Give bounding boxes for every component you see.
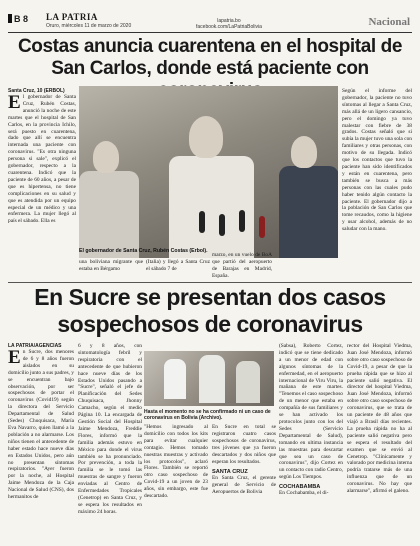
page-header bbox=[8, 10, 412, 33]
section-label: Nacional bbox=[368, 16, 410, 28]
story1-column-1: Santa Cruz, 10 (ERBOL) E l gobernador de Santa Cruz, Rubén Costas, anunció la noche de este martes que el hospital de San Carlos, en la provincia Ichilo, será puesto en cuarentena, dado que allí se encuentra internada una paciente con coronavirus. "Es otra ninguna persona si sale", explicó el gobernador, respecto a la cuarentena. Indicó que la paciente de 60 años, a pesar de que es hipertensa, no tiene complicaciones en su salud y que es atendida por un equipo especial de un médico y una enfermera. La mujer llegó al país el sábado. Ella es bbox=[8, 88, 76, 225]
story2-headline: En Sucre se presentan dos casos sospechosos de coronavirus bbox=[34, 284, 386, 337]
story1-column-4: marzo, en un vuelo de BoA que partió del aeropuerto de Barajas en Madrid, España. bbox=[212, 252, 272, 279]
story2-subhead-santa-cruz: SANTA CRUZ bbox=[212, 469, 248, 476]
hospital-photo bbox=[144, 351, 274, 406]
story1-photo-caption: El gobernador de Santa Cruz, Rubén Costas (Erbol). bbox=[79, 248, 208, 254]
story2-column-1: LA PATRIA/AGENCIAS E n Sucre, dos menores de 6 y 8 años fueron aislados en su domicilio junto a sus padres, y se encuentran bajo observación, por ser sospechosos de portar el coronavirus (Covid19) según la directora del Servicio Departamental de Salud (Sedes) Chuquisaca, María Eva Navarro, quien llamó a la población a no alarmarse. Los niños tienen el antecedente de haber estado hace nueve días en Estados Unidos, pero aún no presentan síntomas respiratorios. "Ayer fueron por la noche, al Hospital Jaime Mendoza de la Caja Nacional de Salud (CNS), dos hermanitos de bbox=[8, 343, 74, 501]
story1-headline: Costas anuncia cuarentena en el hospital de San Carlos, donde está paciente con bbox=[17, 36, 403, 79]
story1-column-3: (Italia) y llegó a Santa Cruz el sábado 7 de bbox=[146, 259, 210, 272]
story2-column-6: rector del Hospital Viedma, Juan José Mendoza, informó sobre otro caso sospechoso de Covid-19, a pesar de que la prueba rápida que se hizo al paciente salió negativa. El director del hospital Viedma, Juan José Mendoza, informó sobre otro caso sospechoso de coronavirus, que se trata de un paciente de 48 años que viajó a Brasil días recientes. La prueba rápida no ha al paciente salió negativa pero se espera el resultado del examen que se envió al Cenetrop. "Clínicamente y valorado por medicina interna podría tratarse más de una influenza que de un coronavirus. No hay que alarmarse", afirmó el galeno. bbox=[347, 343, 412, 495]
story2-dropcap: E bbox=[8, 347, 21, 368]
date-line: Oruro, miércoles 11 de marzo de 2020 bbox=[46, 23, 132, 29]
story1-column-5: Según el informe del gobernador, la paciente no tuvo síntomas al llegar a Santa Cruz, más allá de un ligero cansancio, pero el domingo ya tuvo malestar con fiebre de 38 grados. Costas señaló que si subía la mujer tuvo una sola con familiares y otras personas, con motivo de su llegada. Indicó que los contactos que tuvo la paciente han sido identificados y están en cuarentena, pero también se busca a más personas con las cuales pudo haber tenido algún contacto la paciente. El gobernador dijo a la población de San Carlos que tome recaudos, como la higiene y usar alcohol, además de no saludar con la mano. bbox=[342, 88, 412, 233]
story2-column-5: (Sabsa), Roberto Cortez, indicó que se tiene dedicado a un menor de edad con algunos síntomas de la enfermedad, en el aeropuerto internacional de Viru Viru, la mañana de este martes. "Tenemos el caso sospechoso de un menor que estaba en compañía de sus familiares y se han activado los protocolos junto con los del Sedes (Servicio Departamental de Salud), tomando en ultima instancia las muestras para descartar que sea un caso de coronavirus", dijo Cortez en un contacto con radio Centro, según Los Tiempos. COCHABAMBA En Cochabamba, el di- bbox=[279, 343, 343, 497]
story2-subhead-cochabamba: COCHABAMBA bbox=[279, 484, 321, 491]
paper-name: LA PATRIA bbox=[46, 12, 98, 22]
story2-column-2: 6 y 8 años, con sintomatología febril y respiratoria con el antecedente de que hubieron hace nueve días de los Estados Unidos pasando a "Sucre", señaló el jefe de Planificación del Sedes Chuquisaca, Jhonny Camacho, según el medio Página 10. La encargada de Gestión Social del Hospital Jaime Mendoza, Freddie Flores, informó que la familia además estuvo en México para donde el virus también se ha pronunciado. Por prevención, a toda la familia se le tomó las muestras de sangre y fueron enviadas al Centro de Enfermedades Tropicales (Cenetrop) en Santa Cruz, y se espera los resultados en máximo 24 horas. bbox=[78, 343, 142, 515]
story2-column-4: En Sucre en total se registraron cuatro casos sospechosos de coronavirus, tres jóvenes que ya fueron descartados y dos niños que esperan los resultados. SANTA CRUZ En Santa Cruz, el gerente general de Servicio de Aeropuertos de Bolivia bbox=[212, 424, 276, 496]
contact-info: lapatria.bo facebook.com/LaPatriaBolivia bbox=[196, 18, 262, 30]
page-number: B 8 bbox=[8, 14, 28, 24]
story1-byline: Santa Cruz, 10 (ERBOL) bbox=[8, 88, 65, 94]
story2-byline: LA PATRIA/AGENCIAS bbox=[8, 343, 62, 349]
governor-photo bbox=[79, 86, 338, 258]
story2-photo-caption: Hasta el momento no se ha confirmado ni un caso de coronavirus en Bolivia (Archivo). bbox=[144, 409, 271, 421]
story1-dropcap: E bbox=[8, 92, 21, 113]
story1-column-2: una boliviana migrante que estaba en Bérgamo bbox=[79, 259, 143, 272]
story-divider bbox=[8, 282, 412, 283]
story2-column-3: "Hemos ingresado al domicilio con todos los kits para evitar cualquier contagio. Hemos tomado nuestras muestras y activado los protocolos", aclaró Flores. También se reportó otro caso sospechoso de Covid-19 a un joven de 23 años, sin embargo, este fue descartado. bbox=[144, 424, 208, 500]
